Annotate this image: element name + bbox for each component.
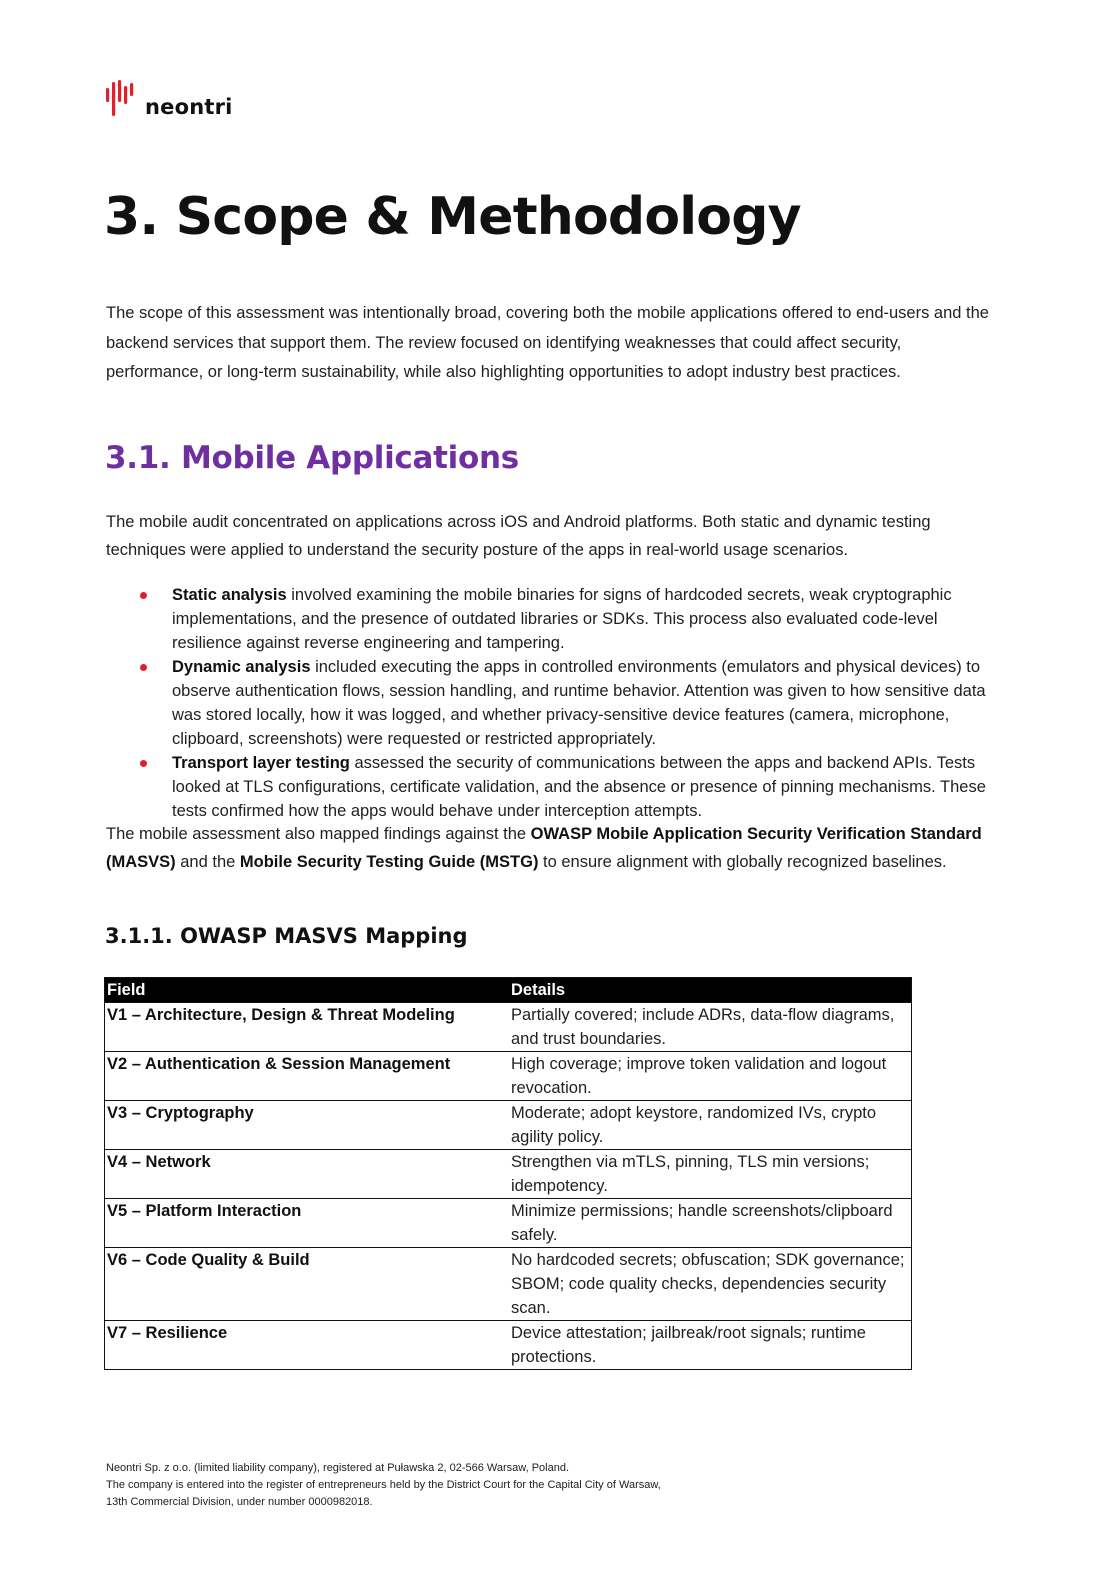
owasp-paragraph	[106, 820, 996, 876]
column-header-details: Details	[507, 978, 912, 1003]
bullet-term: Dynamic analysis	[172, 658, 311, 676]
mobile-audit-paragraph: The mobile audit concentrated on applications across iOS and Android platforms. Both static and dynamic testing techniques were applied to understand the security posture of the apps in real-world usage scenarios.	[106, 513, 931, 559]
legal-footer	[106, 1460, 906, 1511]
cell-details: Strengthen via mTLS, pinning, TLS min versions; idempotency.	[507, 1150, 912, 1199]
cell-field: V2 – Authentication & Session Management	[105, 1052, 508, 1101]
table-row	[105, 1052, 912, 1101]
page-title: 3. Scope & Methodology	[104, 187, 801, 247]
table-row	[105, 1150, 912, 1199]
cell-field: V6 – Code Quality & Build	[105, 1248, 508, 1321]
column-header-field: Field	[105, 978, 508, 1003]
footer-line: Neontri Sp. z o.o. (limited liability company), registered at Puławska 2, 02-566 Warsaw, Poland.	[106, 1462, 570, 1474]
list-item	[106, 751, 1006, 823]
cell-details: High coverage; improve token validation and logout revocation.	[507, 1052, 912, 1101]
cell-details: Partially covered; include ADRs, data-flow diagrams, and trust boundaries.	[507, 1003, 912, 1052]
table-row	[105, 1003, 912, 1052]
owasp-masvs-term: OWASP Mobile Application Security Verification Standard (MASVS)	[106, 825, 982, 871]
analysis-bullet-list	[106, 583, 1006, 823]
table-row	[105, 1101, 912, 1150]
cell-details: No hardcoded secrets; obfuscation; SDK governance; SBOM; code quality checks, dependencies security scan.	[507, 1248, 912, 1321]
owasp-text-1: The mobile assessment also mapped findings against the	[106, 825, 531, 843]
owasp-mstg-term: Mobile Security Testing Guide (MSTG)	[239, 853, 539, 871]
bullet-term: Transport layer testing	[172, 754, 350, 772]
brand-logo	[106, 80, 233, 119]
brand-name: neontri	[145, 95, 233, 119]
list-item	[106, 583, 1006, 655]
footer-line: The company is entered into the register of entrepreneurs held by the District Court for the Capital City of Warsaw,	[106, 1479, 661, 1491]
sound-bars-icon	[106, 80, 142, 116]
subsection-heading-masvs-mapping: 3.1.1. OWASP MASVS Mapping	[105, 924, 468, 948]
bullet-text: included executing the apps in controlled environments (emulators and physical devices) to observe authentication flows, session handling, and runtime behavior. Attention was given to how sensitive data was stored locally, how it was logged, and whether privacy-sensitive device features (camera, microphone, clipboard, screenshots) were requested or restricted appropriately.	[172, 658, 986, 748]
cell-field: V5 – Platform Interaction	[105, 1199, 508, 1248]
cell-field: V1 – Architecture, Design & Threat Modeling	[105, 1003, 508, 1052]
footer-line: 13th Commercial Division, under number 0000982018.	[106, 1496, 373, 1508]
owasp-text-3: to ensure alignment with globally recognized baselines.	[538, 853, 947, 871]
masvs-mapping-table	[104, 977, 912, 1370]
table-row	[105, 1321, 912, 1370]
bullet-text: assessed the security of communications between the apps and backend APIs. Tests looked at TLS configurations, certificate validation, and the absence or presence of pinning mechanisms. These tests confirmed how the apps would behave under interception attempts.	[172, 754, 986, 820]
cell-details: Device attestation; jailbreak/root signals; runtime protections.	[507, 1321, 912, 1370]
cell-details: Moderate; adopt keystore, randomized IVs, crypto agility policy.	[507, 1101, 912, 1150]
bullet-dot-icon	[140, 760, 147, 767]
cell-field: V7 – Resilience	[105, 1321, 508, 1370]
cell-field: V3 – Cryptography	[105, 1101, 508, 1150]
owasp-text-2: and the	[175, 853, 240, 871]
cell-field: V4 – Network	[105, 1150, 508, 1199]
bullet-term: Static analysis	[172, 586, 287, 604]
cell-details: Minimize permissions; handle screenshots/clipboard safely.	[507, 1199, 912, 1248]
list-item	[106, 655, 1006, 751]
table-row	[105, 1248, 912, 1321]
table-header-row	[105, 978, 912, 1003]
bullet-text: involved examining the mobile binaries for signs of hardcoded secrets, weak cryptographic implementations, and the presence of outdated libraries or SDKs. This process also evaluated code-level resilience against reverse engineering and tampering.	[172, 586, 952, 652]
intro-paragraph: The scope of this assessment was intentionally broad, covering both the mobile applications offered to end-users and the backend services that support them. The review focused on identifying weaknesses that could affect security, performance, or long-term sustainability, while also highlighting opportunities to adopt industry best practices.	[106, 304, 989, 381]
table-row	[105, 1199, 912, 1248]
section-heading-mobile-applications: 3.1. Mobile Applications	[105, 440, 519, 476]
bullet-dot-icon	[140, 664, 147, 671]
bullet-dot-icon	[140, 592, 147, 599]
